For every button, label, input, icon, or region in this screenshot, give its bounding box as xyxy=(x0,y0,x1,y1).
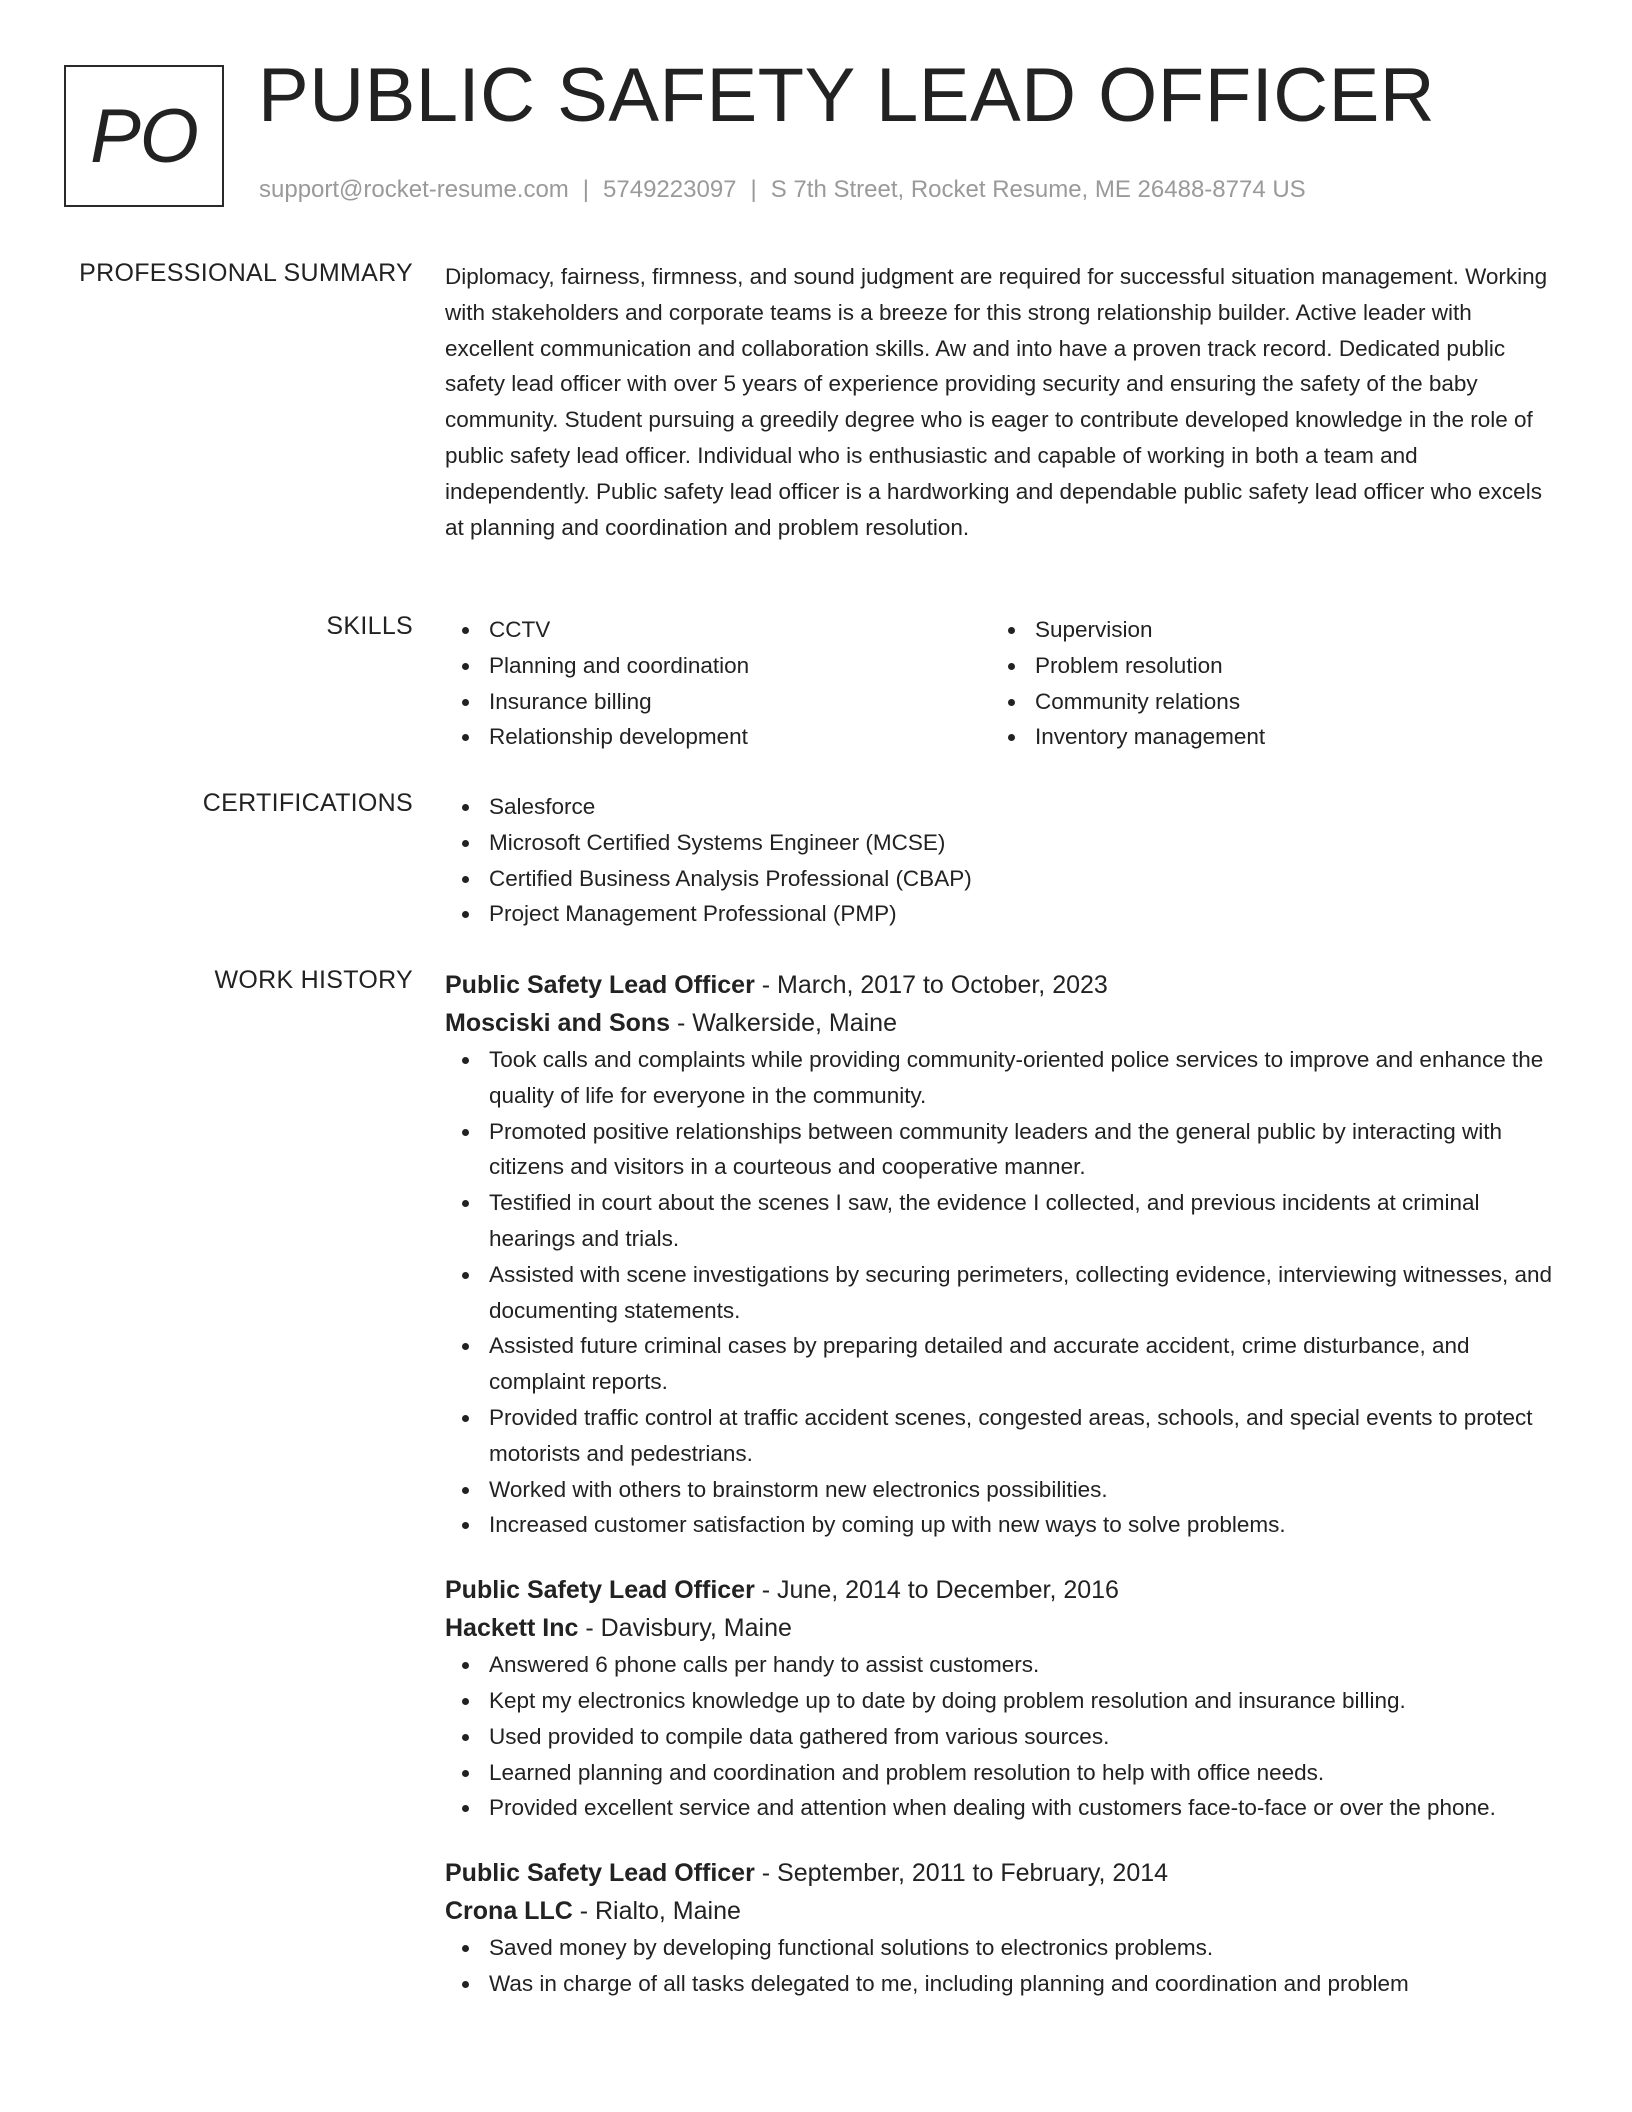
job-location: - Davisbury, Maine xyxy=(578,1614,792,1643)
list-item: Was in charge of all tasks delegated to me, including planning and coordination and problem xyxy=(445,1966,1560,2002)
list-item: Kept my electronics knowledge up to date by doing problem resolution and insurance billing. xyxy=(445,1683,1560,1719)
certifications-body xyxy=(445,789,1560,932)
job-entry xyxy=(445,966,1560,1543)
skills-heading: SKILLS xyxy=(326,612,413,640)
job-title-line xyxy=(445,1571,1560,1609)
list-item: Relationship development xyxy=(445,719,991,755)
skills-list-left xyxy=(445,612,991,755)
job-role: Public Safety Lead Officer xyxy=(445,971,755,999)
skills-list-right xyxy=(991,612,1537,755)
list-item: Increased customer satisfaction by coming up with new ways to solve problems. xyxy=(445,1507,1560,1543)
list-item: Salesforce xyxy=(445,789,1560,825)
list-item: Community relations xyxy=(991,684,1537,720)
contact-email: support@rocket-resume.com xyxy=(259,176,569,203)
job-title-line xyxy=(445,1854,1560,1892)
list-item: Testified in court about the scenes I saw, the evidence I collected, and previous incidents at criminal hearings and trials. xyxy=(445,1185,1560,1257)
job-company-line xyxy=(445,1892,1560,1930)
list-item: Worked with others to brainstorm new electronics possibilities. xyxy=(445,1472,1560,1508)
summary-text: Diplomacy, fairness, firmness, and sound judgment are required for successful situation management. Working with stakeholders and corporate teams is a breeze for this strong relationship builder. Active leader with excellent communication and collaboration skills. Aw and into have a proven track record. Dedicated public safety lead officer with over 5 years of experience providing security and ensuring the safety of the baby community. Student pursuing a greedily degree who is eager to contribute developed knowledge in the role of public safety lead officer. Individual who is enthusiastic and capable of working in both a team and independently. Public safety lead officer is a hardworking and dependable public safety lead officer who excels at planning and coordination and problem resolution. xyxy=(445,264,1548,540)
list-item: Used provided to compile data gathered from various sources. xyxy=(445,1719,1560,1755)
list-item: Learned planning and coordination and problem resolution to help with office needs. xyxy=(445,1755,1560,1791)
monogram-badge: PO xyxy=(64,65,224,207)
job-company-line xyxy=(445,1609,1560,1647)
job-dates: - June, 2014 to December, 2016 xyxy=(754,1576,1119,1605)
list-item: Assisted future criminal cases by preparing detailed and accurate accident, crime disturbance, and complaint reports. xyxy=(445,1328,1560,1400)
job-dates: - March, 2017 to October, 2023 xyxy=(754,971,1108,999)
job-company-line xyxy=(445,1004,1560,1042)
list-item: Planning and coordination xyxy=(445,648,991,684)
job-location: - Rialto, Maine xyxy=(572,1897,741,1926)
job-company: Mosciski and Sons xyxy=(445,1009,671,1037)
job-role: Public Safety Lead Officer xyxy=(445,1859,755,1888)
page-title: PUBLIC SAFETY LEAD OFFICER xyxy=(258,53,1436,138)
list-item: Provided excellent service and attention when dealing with customers face-to-face or over the phone. xyxy=(445,1790,1560,1826)
list-item: Project Management Professional (PMP) xyxy=(445,896,1560,932)
list-item: Saved money by developing functional solutions to electronics problems. xyxy=(445,1930,1560,1966)
work-history-heading: WORK HISTORY xyxy=(214,966,413,994)
list-item: Answered 6 phone calls per handy to assist customers. xyxy=(445,1647,1560,1683)
list-item: Provided traffic control at traffic accident scenes, congested areas, schools, and special events to protect motorists and pedestrians. xyxy=(445,1400,1560,1472)
job-entry xyxy=(445,1854,1560,2002)
list-item: CCTV xyxy=(445,612,991,648)
job-company: Hackett Inc xyxy=(445,1614,579,1643)
job-bullets xyxy=(445,1042,1560,1543)
job-bullets xyxy=(445,1647,1560,1826)
job-role: Public Safety Lead Officer xyxy=(445,1576,755,1605)
list-item: Assisted with scene investigations by securing perimeters, collecting evidence, interviewing witnesses, and documenting statements. xyxy=(445,1257,1560,1329)
list-item: Promoted positive relationships between community leaders and the general public by interacting with citizens and visitors in a courteous and cooperative manner. xyxy=(445,1114,1560,1186)
job-dates: - September, 2011 to February, 2014 xyxy=(754,1859,1169,1888)
list-item: Certified Business Analysis Professional (CBAP) xyxy=(445,861,1560,897)
contact-separator: | xyxy=(582,176,590,203)
certifications-list xyxy=(445,789,1560,932)
contact-address: S 7th Street, Rocket Resume, ME 26488-8774 US xyxy=(770,176,1306,203)
contact-separator: | xyxy=(750,176,757,203)
job-bullets xyxy=(445,1930,1560,2002)
list-item: Took calls and complaints while providing community-oriented police services to improve and enhance the quality of life for everyone in the community. xyxy=(445,1042,1560,1114)
contact-line xyxy=(259,176,1306,204)
list-item: Insurance billing xyxy=(445,684,991,720)
certifications-heading: CERTIFICATIONS xyxy=(202,789,413,817)
skills-body xyxy=(445,612,1560,755)
list-item: Inventory management xyxy=(991,719,1537,755)
job-title-line xyxy=(445,966,1560,1004)
list-item: Microsoft Certified Systems Engineer (MCSE) xyxy=(445,825,1560,861)
list-item: Supervision xyxy=(991,612,1537,648)
work-history-body xyxy=(445,966,1560,2002)
contact-phone: 5749223097 xyxy=(603,176,737,203)
job-entry xyxy=(445,1571,1560,1826)
job-location: - Walkerside, Maine xyxy=(670,1009,897,1037)
job-company: Crona LLC xyxy=(445,1897,573,1926)
list-item: Problem resolution xyxy=(991,648,1537,684)
summary-heading: PROFESSIONAL SUMMARY xyxy=(79,259,413,287)
